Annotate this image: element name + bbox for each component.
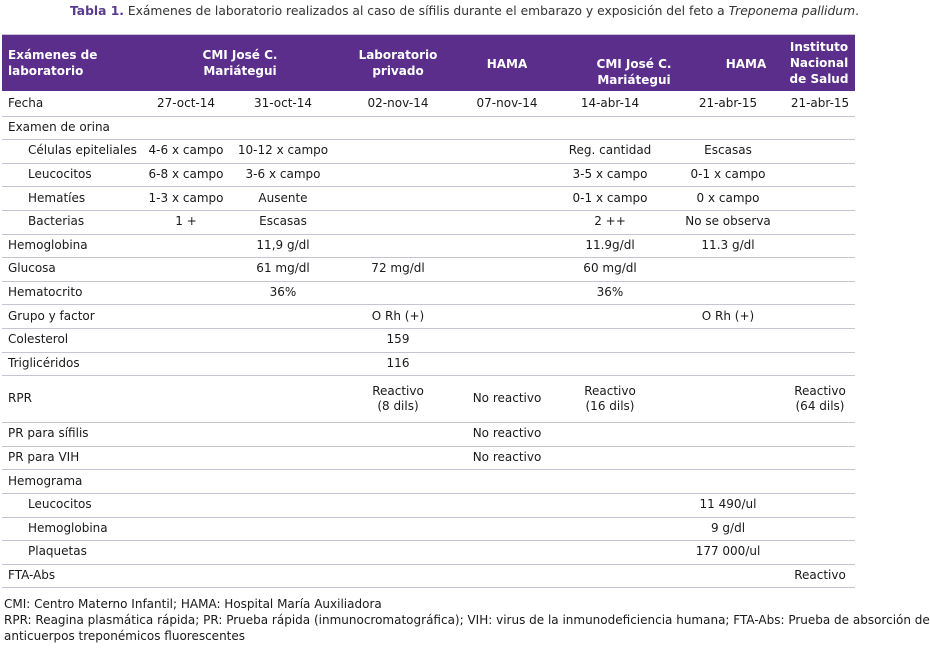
row-label: Colesterol	[8, 332, 69, 347]
cell-c6: 9 g/dl	[710, 520, 746, 535]
row-label: Grupo y factor	[8, 308, 95, 323]
cell-c4: 07-nov-14	[476, 96, 538, 111]
table-row	[2, 564, 855, 589]
cell-c7: 21-abr-15	[790, 96, 850, 111]
table-row	[2, 92, 855, 117]
table-row	[2, 234, 855, 259]
cell-c5: Reactivo (16 dils)	[584, 383, 636, 413]
cell-c1: 1 +	[175, 214, 197, 229]
row-label: PR para sífilis	[8, 426, 89, 441]
cell-c5: 2 ++	[594, 214, 626, 229]
table-row	[2, 186, 855, 211]
cell-c1: 1-3 x campo	[148, 190, 224, 205]
cell-c2: 10-12 x campo	[237, 143, 329, 158]
cell-c3: Reactivo (8 dils)	[372, 383, 424, 413]
cell-c6: Escasas	[704, 143, 752, 158]
cell-c3: 116	[386, 355, 410, 370]
cell-c5: 11.9g/dl	[585, 237, 635, 252]
header-col-cmi-1: CMI José C. Mariátegui	[202, 48, 278, 78]
table-row	[2, 517, 855, 542]
table-row	[2, 540, 855, 565]
header-col-exams: Exámenes de laboratorio	[8, 48, 98, 78]
table-row	[2, 281, 855, 306]
footnote-2: RPR: Reagina plasmática rápida; PR: Prueba rápida (inmunocromatográfica); VIH: virus de la inmunodeficiencia humana; FTA-Abs: Prueba de absorción de	[4, 613, 930, 627]
cell-c4: No reactivo	[472, 391, 542, 406]
cell-c2: 61 mg/dl	[256, 261, 310, 276]
table-row	[2, 469, 855, 494]
table-row	[2, 116, 855, 141]
cell-c5: 0-1 x campo	[572, 190, 648, 205]
cell-c1: 4-6 x campo	[148, 143, 224, 158]
row-label: Células epiteliales	[28, 143, 137, 158]
cell-c3: 02-nov-14	[367, 96, 429, 111]
row-label: Leucocitos	[28, 497, 92, 512]
row-label: Hematíes	[28, 190, 86, 205]
cell-c3: 159	[386, 332, 410, 347]
table-row	[2, 163, 855, 188]
cell-c6: 21-abr-15	[698, 96, 758, 111]
cell-c6: 0-1 x campo	[690, 167, 766, 182]
row-label: Hemograma	[8, 473, 83, 488]
cell-c6: O Rh (+)	[701, 308, 755, 323]
caption-end: .	[855, 4, 859, 18]
footnote-3: anticuerpos treponémicos fluorescentes	[4, 629, 246, 643]
cell-c2: 11,9 g/dl	[256, 237, 310, 252]
table-row	[2, 422, 855, 447]
cell-c7: Reactivo	[794, 568, 846, 583]
header-col-hama-1: HAMA	[486, 57, 528, 71]
row-label: Hemoglobina	[8, 237, 88, 252]
row-label: FTA-Abs	[8, 568, 56, 583]
cell-c3: 72 mg/dl	[371, 261, 425, 276]
header-col-lab-privado: Laboratorio privado	[358, 48, 438, 78]
footnote-1: CMI: Centro Materno Infantil; HAMA: Hospital María Auxiliadora	[4, 597, 382, 611]
cell-c1: 27-oct-14	[156, 96, 216, 111]
cell-c4: No reactivo	[472, 450, 542, 465]
table-row	[2, 328, 855, 353]
row-label: Leucocitos	[28, 167, 92, 182]
row-label: Bacterias	[28, 214, 85, 229]
cell-c2: 36%	[269, 285, 297, 300]
cell-c5: 14-abr-14	[580, 96, 640, 111]
caption-text: Exámenes de laboratorio realizados al caso de sífilis durante el embarazo y exposición del feto a	[123, 4, 729, 18]
row-label: Examen de orina	[8, 119, 110, 134]
table-row	[2, 304, 855, 329]
cell-c7: Reactivo (64 dils)	[794, 383, 846, 413]
cell-c5: 36%	[596, 285, 624, 300]
cell-c6: No se observa	[685, 214, 771, 229]
row-label: Triglicéridos	[8, 355, 80, 370]
table-row	[2, 257, 855, 282]
cell-c5: Reg. cantidad	[568, 143, 652, 158]
header-col-cmi-2: CMI José C. Mariátegui	[596, 57, 672, 87]
row-label: Fecha	[8, 96, 44, 111]
cell-c2: Escasas	[259, 214, 307, 229]
cell-c5: 3-5 x campo	[572, 167, 648, 182]
header-col-hama-2: HAMA	[725, 57, 767, 71]
row-label: PR para VIH	[8, 450, 80, 465]
table-row	[2, 210, 855, 235]
table-caption	[70, 4, 859, 18]
row-label: Glucosa	[8, 261, 56, 276]
row-label: Plaquetas	[28, 544, 87, 559]
cell-c6: 11.3 g/dl	[701, 237, 755, 252]
cell-c2: 3-6 x campo	[245, 167, 321, 182]
cell-c2: Ausente	[258, 190, 308, 205]
header-col-ins: Instituto Nacional de Salud	[789, 40, 849, 86]
caption-lead: Tabla 1.	[70, 4, 124, 18]
cell-c3: O Rh (+)	[371, 308, 425, 323]
table-row	[2, 493, 855, 518]
table-row	[2, 352, 855, 377]
table-header	[2, 35, 855, 91]
row-label: RPR	[8, 391, 32, 406]
cell-c5: 60 mg/dl	[583, 261, 637, 276]
cell-c6: 177 000/ul	[695, 544, 761, 559]
table-row	[2, 375, 855, 423]
cell-c6: 11 490/ul	[699, 497, 757, 512]
row-label: Hematocrito	[8, 285, 83, 300]
caption-italic: Treponema pallidum	[728, 4, 856, 18]
table-row	[2, 446, 855, 471]
cell-c4: No reactivo	[472, 426, 542, 441]
cell-c1: 6-8 x campo	[148, 167, 224, 182]
cell-c2: 31-oct-14	[253, 96, 313, 111]
row-label: Hemoglobina	[28, 520, 108, 535]
cell-c6: 0 x campo	[696, 190, 760, 205]
table-row	[2, 139, 855, 164]
